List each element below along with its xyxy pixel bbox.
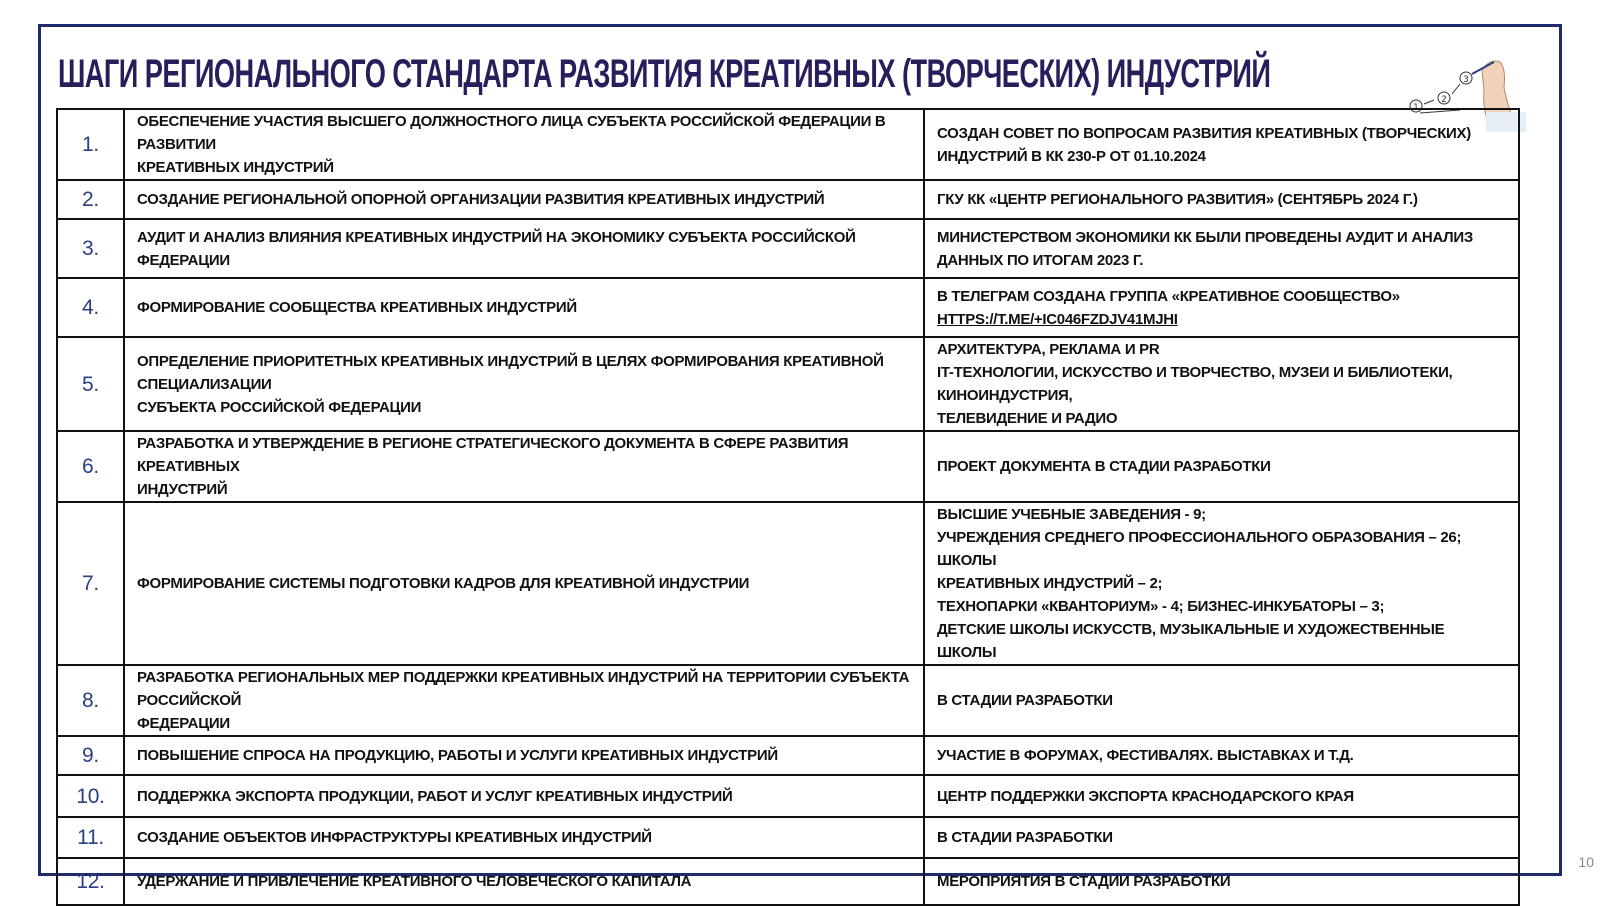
table-row [57,736,1519,775]
row-number: 3. [57,219,124,278]
step-text [124,109,924,180]
step-text [124,219,924,278]
slide-title: ШАГИ РЕГИОНАЛЬНОГО СТАНДАРТА РАЗВИТИЯ КРЕАТИВНЫХ (ТВОРЧЕСКИХ) ИНДУСТРИЙ [58,52,1271,96]
step-label: СОЗДАНИЕ ОБЪЕКТОВ ИНФРАСТРУКТУРЫ КРЕАТИВНЫХ ИНДУСТРИЙ [137,829,652,846]
status-text [924,431,1519,502]
status-text [924,109,1519,180]
status-label: В ТЕЛЕГРАМ СОЗДАНА ГРУППА «КРЕАТИВНОЕ СООБЩЕСТВО» [937,287,1400,305]
telegram-link[interactable]: HTTPS://T.ME/+IC046FZDJV41MJHI [937,310,1178,328]
table-row [57,180,1519,219]
step-label: РАЗРАБОТКА И УТВЕРЖДЕНИЕ В РЕГИОНЕ СТРАТЕГИЧЕСКОГО ДОКУМЕНТА В СФЕРЕ РАЗВИТИЯ КРЕАТИВНЫХ ИНДУСТРИЙ [137,435,849,498]
status-label: ВЫСШИЕ УЧЕБНЫЕ ЗАВЕДЕНИЯ - 9; УЧРЕЖДЕНИЯ СРЕДНЕГО ПРОФЕССИОНАЛЬНОГО ОБРАЗОВАНИЯ – 26; ШКОЛЫ КРЕАТИВНЫХ ИНДУСТРИЙ – 2; ТЕХНОПАРКИ «КВАНТОРИУМ» - 4; БИЗНЕС-ИНКУБАТОРЫ – 3; ДЕТСКИЕ ШКОЛЫ ИСКУССТВ, МУЗЫКАЛЬНЫЕ И ХУДОЖЕСТВЕННЫЕ ШКОЛЫ [937,506,1462,661]
status-label: В СТАДИИ РАЗРАБОТКИ [937,692,1113,709]
step-text [124,665,924,736]
table-row [57,278,1519,337]
row-number: 5. [57,337,124,431]
status-text [924,858,1519,905]
status-text [924,817,1519,858]
status-text [924,180,1519,219]
status-label: ГКУ КК «ЦЕНТР РЕГИОНАЛЬНОГО РАЗВИТИЯ» (СЕНТЯБРЬ 2024 Г.) [937,191,1418,208]
step-text [124,278,924,337]
step-label: РАЗРАБОТКА РЕГИОНАЛЬНЫХ МЕР ПОДДЕРЖКИ КРЕАТИВНЫХ ИНДУСТРИЙ НА ТЕРРИТОРИИ СУБЪЕКТА РОССИЙСКОЙ ФЕДЕРАЦИИ [137,669,910,732]
status-label: ЦЕНТР ПОДДЕРЖКИ ЭКСПОРТА КРАСНОДАРСКОГО КРАЯ [937,787,1354,805]
step-label: УДЕРЖАНИЕ И ПРИВЛЕЧЕНИЕ КРЕАТИВНОГО ЧЕЛОВЕЧЕСКОГО КАПИТАЛА [137,873,692,890]
step-label: ОБЕСПЕЧЕНИЕ УЧАСТИЯ ВЫСШЕГО ДОЛЖНОСТНОГО ЛИЦА СУБЪЕКТА РОССИЙСКОЙ ФЕДЕРАЦИИ В РАЗВИТИИ КРЕАТИВНЫХ ИНДУСТРИЙ [137,113,886,176]
step-label-2: 2 [1441,95,1447,105]
row-number: 12. [57,858,124,905]
status-text [924,337,1519,431]
table-row [57,858,1519,905]
status-label: ПРОЕКТ ДОКУМЕНТА В СТАДИИ РАЗРАБОТКИ [937,458,1271,475]
status-text [924,736,1519,775]
step-text [124,180,924,219]
row-number: 11. [57,817,124,858]
table-row [57,502,1519,665]
row-number: 9. [57,736,124,775]
row-number: 6. [57,431,124,502]
table-row [57,219,1519,278]
status-label: МИНИСТЕРСТВОМ ЭКОНОМИКИ КК БЫЛИ ПРОВЕДЕНЫ АУДИТ И АНАЛИЗ ДАННЫХ ПО ИТОГАМ 2023 Г. [937,228,1473,269]
table-row [57,775,1519,817]
row-number: 1. [57,109,124,180]
step-text [124,858,924,905]
page-number: 10 [1578,854,1594,870]
step-label: ПОВЫШЕНИЕ СПРОСА НА ПРОДУКЦИЮ, РАБОТЫ И УСЛУГИ КРЕАТИВНЫХ ИНДУСТРИЙ [137,747,778,764]
step-text [124,502,924,665]
status-label: СОЗДАН СОВЕТ ПО ВОПРОСАМ РАЗВИТИЯ КРЕАТИВНЫХ (ТВОРЧЕСКИХ) ИНДУСТРИЙ В КК 230-Р ОТ 01.10.2024 [937,124,1471,165]
row-number: 4. [57,278,124,337]
step-label: ПОДДЕРЖКА ЭКСПОРТА ПРОДУКЦИИ, РАБОТ И УСЛУГ КРЕАТИВНЫХ ИНДУСТРИЙ [137,787,733,805]
step-label: АУДИТ И АНАЛИЗ ВЛИЯНИЯ КРЕАТИВНЫХ ИНДУСТРИЙ НА ЭКОНОМИКУ СУБЪЕКТА РОССИЙСКОЙ ФЕДЕРАЦИИ [137,228,856,269]
status-label: В СТАДИИ РАЗРАБОТКИ [937,829,1113,846]
row-number: 8. [57,665,124,736]
table-row [57,337,1519,431]
step-text [124,817,924,858]
row-number: 10. [57,775,124,817]
table-row [57,109,1519,180]
step-text [124,775,924,817]
status-text [924,278,1519,337]
steps-table [56,108,1520,906]
row-number: 2. [57,180,124,219]
step-label: ФОРМИРОВАНИЕ СООБЩЕСТВА КРЕАТИВНЫХ ИНДУСТРИЙ [137,299,577,316]
step-label: СОЗДАНИЕ РЕГИОНАЛЬНОЙ ОПОРНОЙ ОРГАНИЗАЦИИ РАЗВИТИЯ КРЕАТИВНЫХ ИНДУСТРИЙ [137,191,825,208]
status-text [924,665,1519,736]
table-row [57,817,1519,858]
status-label: УЧАСТИЕ В ФОРУМАХ, ФЕСТИВАЛЯХ. ВЫСТАВКАХ И Т.Д. [937,747,1354,764]
step-text [124,337,924,431]
step-label-3: 3 [1463,75,1469,85]
table-row [57,665,1519,736]
step-label: ОПРЕДЕЛЕНИЕ ПРИОРИТЕТНЫХ КРЕАТИВНЫХ ИНДУСТРИЙ В ЦЕЛЯХ ФОРМИРОВАНИЯ КРЕАТИВНОЙ СПЕЦИАЛИЗАЦИИ СУБЪЕКТА РОССИЙСКОЙ ФЕДЕРАЦИИ [137,352,884,416]
step-text [124,431,924,502]
status-text [924,219,1519,278]
status-text [924,775,1519,817]
step-label-1: 1 [1413,103,1419,113]
status-label: МЕРОПРИЯТИЯ В СТАДИИ РАЗРАБОТКИ [937,873,1231,890]
step-text [124,736,924,775]
row-number: 7. [57,502,124,665]
status-text [924,502,1519,665]
table-row [57,431,1519,502]
step-label: ФОРМИРОВАНИЕ СИСТЕМЫ ПОДГОТОВКИ КАДРОВ ДЛЯ КРЕАТИВНОЙ ИНДУСТРИИ [137,575,750,592]
status-label: АРХИТЕКТУРА, РЕКЛАМА И PR IT-ТЕХНОЛОГИИ, ИСКУССТВО И ТВОРЧЕСТВО, МУЗЕИ И БИБЛИОТЕКИ, КИНОИНДУСТРИЯ, ТЕЛЕВИДЕНИЕ И РАДИО [937,341,1453,427]
